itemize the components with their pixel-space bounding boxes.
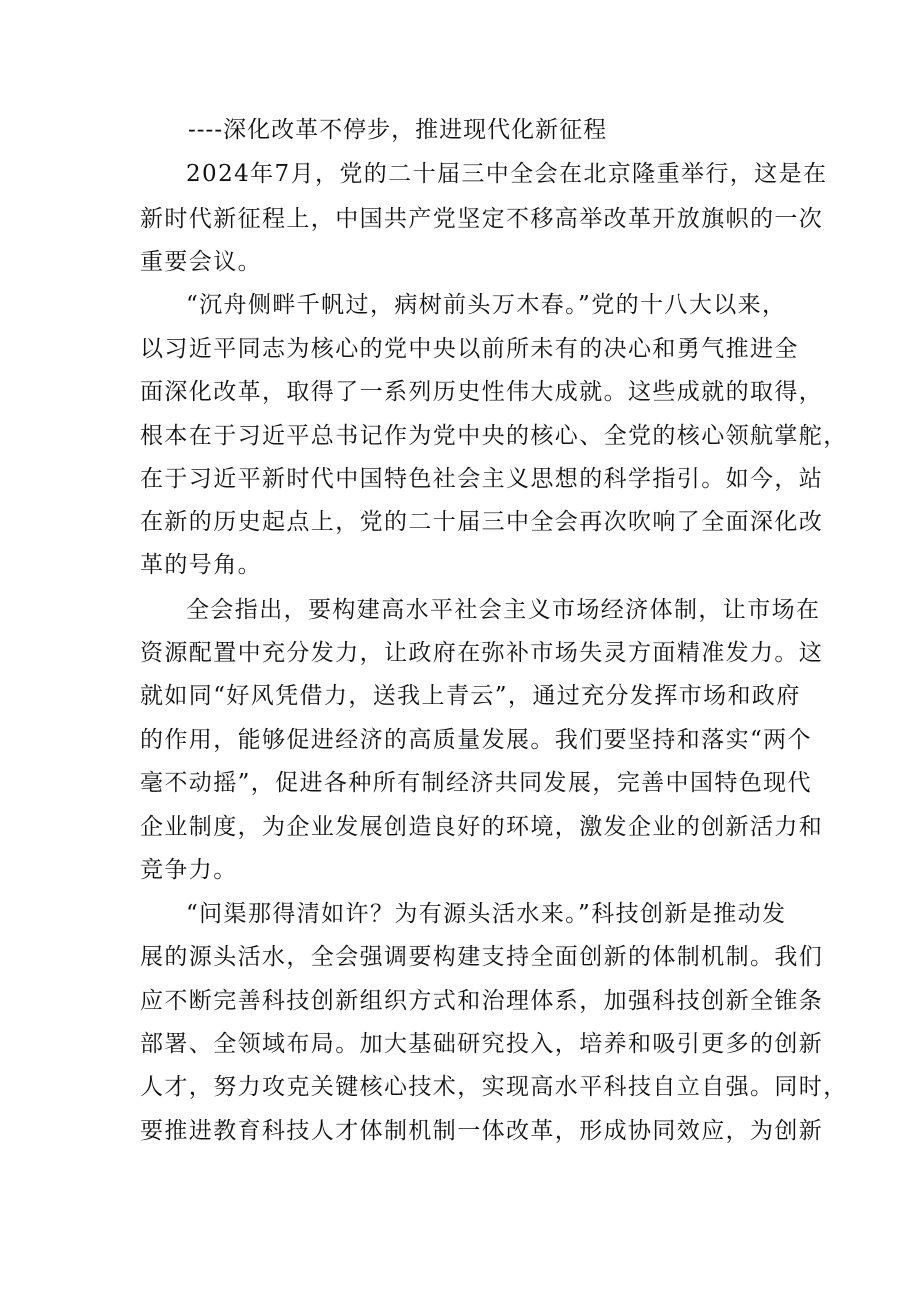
- paragraph-1-line-3: 重要会议。: [140, 249, 262, 275]
- paragraph-3-line-4: 的作用，能够促进经济的高质量发展。我们要坚持和落实“两个: [140, 727, 812, 753]
- paragraph-3-line-5: 毫不动摇”，促进各种所有制经济共同发展，完善中国特色现代: [140, 770, 812, 796]
- paragraph-4-line-6: 要推进教育科技人才体制机制一体改革，形成协同效应，为创新: [140, 1118, 824, 1144]
- paragraph-2-line-5: 在于习近平新时代中国特色社会主义思想的科学指引。如今，站: [140, 466, 824, 492]
- paragraph-2-line-2: 以习近平同志为核心的党中央以前所未有的决心和勇气推进全: [140, 336, 799, 362]
- paragraph-3-line-2: 资源配置中充分发力，让政府在弥补市场失灵方面精准发力。这: [140, 640, 824, 666]
- document-subtitle: ----深化改革不停步，推进现代化新征程: [188, 117, 608, 143]
- paragraph-4-line-5: 人才，努力攻克关键核心技术，实现高水平科技自立自强。同时，: [140, 1074, 848, 1100]
- paragraph-4-line-4: 部署、全领域布局。加大基础研究投入，培养和吸引更多的创新: [140, 1031, 824, 1057]
- paragraph-1-line-2: 新时代新征程上，中国共产党坚定不移高举改革开放旗帜的一次: [140, 206, 824, 232]
- paragraph-2-line-6: 在新的历史起点上，党的二十届三中全会再次吹响了全面深化改: [140, 509, 824, 535]
- paragraph-2-line-3: 面深化改革，取得了一系列历史性伟大成就。这些成就的取得，: [140, 379, 824, 405]
- paragraph-2-line-1: “沉舟侧畔千帆过，病树前头万木春。”党的十八大以来，: [186, 292, 787, 318]
- paragraph-3-line-7: 竞争力。: [140, 857, 238, 883]
- paragraph-3-line-1: 全会指出，要构建高水平社会主义市场经济体制，让市场在: [186, 597, 821, 623]
- paragraph-4-line-1: “问渠那得清如许？为有源头活水来。”科技创新是推动发: [186, 901, 787, 927]
- paragraph-2-line-7: 革的号角。: [140, 552, 262, 578]
- paragraph-4-line-3: 应不断完善科技创新组织方式和治理体系，加强科技创新全锥条: [140, 988, 824, 1014]
- paragraph-3-line-6: 企业制度，为企业发展创造良好的环境，激发企业的创新活力和: [140, 814, 824, 840]
- paragraph-3-line-3: 就如同“好风凭借力，送我上青云”，通过充分发挥市场和政府: [140, 683, 801, 709]
- paragraph-4-line-2: 展的源头活水，全会强调要构建支持全面创新的体制机制。我们: [140, 944, 824, 970]
- paragraph-1-line-1: 2024年7月，党的二十届三中全会在北京隆重举行，这是在: [186, 161, 828, 187]
- paragraph-2-line-4: 根本在于习近平总书记作为党中央的核心、全党的核心领航掌舵，: [140, 423, 848, 449]
